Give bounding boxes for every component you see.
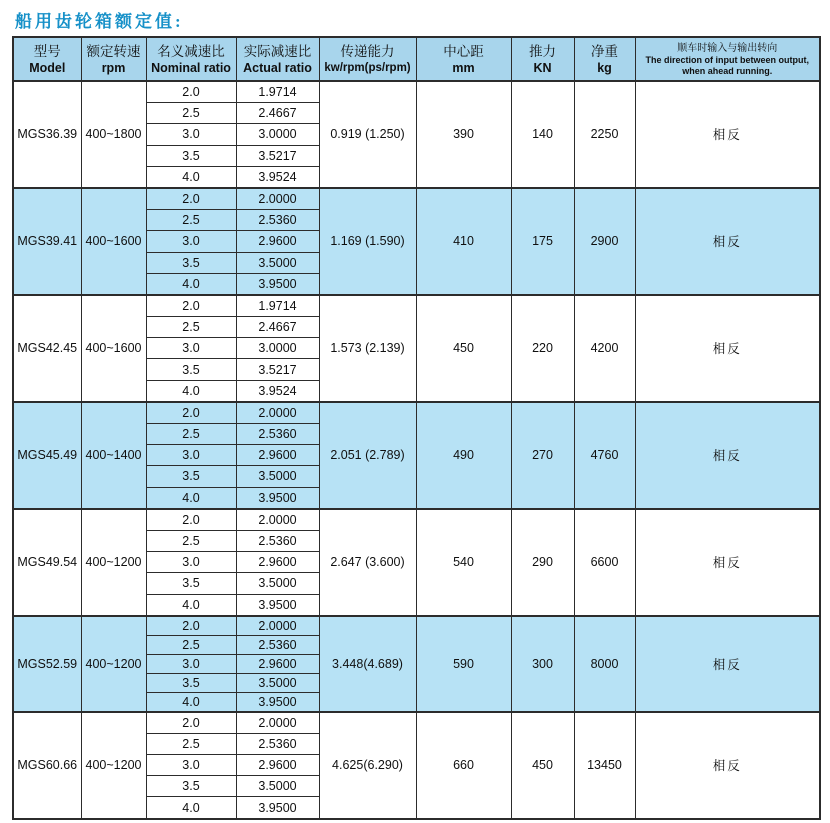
nominal-ratio-cell: 4.0 bbox=[146, 594, 236, 616]
header-direction bbox=[635, 37, 820, 81]
header-center-distance-en: mm bbox=[452, 60, 475, 75]
actual-ratio-cell: 2.4667 bbox=[236, 103, 319, 124]
center-distance-cell: 450 bbox=[416, 295, 511, 402]
nominal-ratio-cell: 3.5 bbox=[146, 776, 236, 797]
header-model bbox=[13, 37, 81, 81]
actual-ratio-cell: 3.5000 bbox=[236, 252, 319, 273]
rated-speed-cell: 400~1400 bbox=[81, 402, 146, 509]
capacity-cell: 0.919 (1.250) bbox=[319, 81, 416, 188]
nominal-ratio-cell: 2.5 bbox=[146, 424, 236, 445]
actual-ratio-cell: 3.5217 bbox=[236, 359, 319, 380]
actual-ratio-cell: 2.9600 bbox=[236, 552, 319, 573]
capacity-cell: 4.625(6.290) bbox=[319, 712, 416, 819]
nominal-ratio-cell: 2.0 bbox=[146, 509, 236, 531]
actual-ratio-cell: 1.9714 bbox=[236, 81, 319, 103]
table-row bbox=[13, 402, 820, 424]
thrust-cell: 140 bbox=[511, 81, 574, 188]
rated-speed-cell: 400~1600 bbox=[81, 295, 146, 402]
direction-cell: 相反 bbox=[635, 509, 820, 616]
header-rated-speed-en: rpm bbox=[101, 60, 126, 75]
rated-speed-cell: 400~1200 bbox=[81, 509, 146, 616]
center-distance-cell: 390 bbox=[416, 81, 511, 188]
thrust-cell: 290 bbox=[511, 509, 574, 616]
header-thrust-en: KN bbox=[533, 60, 552, 75]
header-actual-ratio-zh: 实际减速比 bbox=[243, 43, 312, 59]
nominal-ratio-cell: 2.5 bbox=[146, 733, 236, 754]
rated-speed-cell: 400~1600 bbox=[81, 188, 146, 295]
header-thrust bbox=[511, 37, 574, 81]
nominal-ratio-cell: 3.0 bbox=[146, 552, 236, 573]
center-distance-cell: 410 bbox=[416, 188, 511, 295]
header-direction-en: The direction of input between output, when ahead running. bbox=[645, 54, 809, 76]
model-cell: MGS36.39 bbox=[13, 81, 81, 188]
actual-ratio-cell: 2.9600 bbox=[236, 654, 319, 673]
weight-cell: 6600 bbox=[574, 509, 635, 616]
actual-ratio-cell: 3.9500 bbox=[236, 692, 319, 712]
actual-ratio-cell: 3.0000 bbox=[236, 338, 319, 359]
actual-ratio-cell: 2.9600 bbox=[236, 445, 319, 466]
actual-ratio-cell: 3.9500 bbox=[236, 797, 319, 819]
table-body bbox=[13, 81, 820, 819]
nominal-ratio-cell: 4.0 bbox=[146, 692, 236, 712]
header-net-weight-zh: 净重 bbox=[591, 43, 618, 59]
actual-ratio-cell: 2.5360 bbox=[236, 424, 319, 445]
weight-cell: 4760 bbox=[574, 402, 635, 509]
nominal-ratio-cell: 2.5 bbox=[146, 210, 236, 231]
nominal-ratio-cell: 4.0 bbox=[146, 273, 236, 295]
header-capacity-zh: 传递能力 bbox=[340, 44, 395, 60]
nominal-ratio-cell: 3.5 bbox=[146, 359, 236, 380]
actual-ratio-cell: 2.5360 bbox=[236, 530, 319, 551]
center-distance-cell: 590 bbox=[416, 616, 511, 712]
direction-cell: 相反 bbox=[635, 295, 820, 402]
capacity-cell: 2.051 (2.789) bbox=[319, 402, 416, 509]
header-capacity-en: kw/rpm(ps/rpm) bbox=[324, 61, 411, 74]
thrust-cell: 300 bbox=[511, 616, 574, 712]
nominal-ratio-cell: 3.5 bbox=[146, 673, 236, 692]
actual-ratio-cell: 3.9524 bbox=[236, 166, 319, 188]
nominal-ratio-cell: 3.0 bbox=[146, 654, 236, 673]
header-nominal-ratio bbox=[146, 37, 236, 81]
nominal-ratio-cell: 3.0 bbox=[146, 338, 236, 359]
header-thrust-zh: 推力 bbox=[529, 43, 556, 59]
nominal-ratio-cell: 2.0 bbox=[146, 295, 236, 317]
capacity-cell: 3.448(4.689) bbox=[319, 616, 416, 712]
nominal-ratio-cell: 3.5 bbox=[146, 466, 236, 487]
direction-cell: 相反 bbox=[635, 81, 820, 188]
direction-cell: 相反 bbox=[635, 616, 820, 712]
actual-ratio-cell: 3.9524 bbox=[236, 380, 319, 402]
header-actual-ratio-en: Actual ratio bbox=[243, 60, 312, 75]
header-model-en: Model bbox=[29, 60, 66, 75]
nominal-ratio-cell: 4.0 bbox=[146, 380, 236, 402]
actual-ratio-cell: 3.5217 bbox=[236, 145, 319, 166]
header-center-distance-zh: 中心距 bbox=[443, 43, 484, 59]
actual-ratio-cell: 2.0000 bbox=[236, 188, 319, 210]
actual-ratio-cell: 2.0000 bbox=[236, 509, 319, 531]
nominal-ratio-cell: 4.0 bbox=[146, 797, 236, 819]
actual-ratio-cell: 2.0000 bbox=[236, 402, 319, 424]
model-cell: MGS60.66 bbox=[13, 712, 81, 819]
nominal-ratio-cell: 3.0 bbox=[146, 124, 236, 145]
actual-ratio-cell: 3.9500 bbox=[236, 594, 319, 616]
model-cell: MGS45.49 bbox=[13, 402, 81, 509]
model-cell: MGS52.59 bbox=[13, 616, 81, 712]
actual-ratio-cell: 3.5000 bbox=[236, 776, 319, 797]
thrust-cell: 270 bbox=[511, 402, 574, 509]
actual-ratio-cell: 2.5360 bbox=[236, 635, 319, 654]
actual-ratio-cell: 2.5360 bbox=[236, 733, 319, 754]
table-row bbox=[13, 509, 820, 531]
rated-speed-cell: 400~1200 bbox=[81, 712, 146, 819]
actual-ratio-cell: 3.0000 bbox=[236, 124, 319, 145]
nominal-ratio-cell: 2.0 bbox=[146, 616, 236, 636]
nominal-ratio-cell: 3.5 bbox=[146, 573, 236, 594]
rated-speed-cell: 400~1200 bbox=[81, 616, 146, 712]
gearbox-rating-table bbox=[12, 36, 821, 820]
weight-cell: 8000 bbox=[574, 616, 635, 712]
table-row bbox=[13, 81, 820, 103]
table-row bbox=[13, 616, 820, 636]
table-row bbox=[13, 712, 820, 734]
nominal-ratio-cell: 2.5 bbox=[146, 103, 236, 124]
nominal-ratio-cell: 2.0 bbox=[146, 402, 236, 424]
header-net-weight-en: kg bbox=[597, 60, 612, 75]
actual-ratio-cell: 3.5000 bbox=[236, 573, 319, 594]
thrust-cell: 450 bbox=[511, 712, 574, 819]
header-direction-zh: 顺车时输入与输出转向 bbox=[677, 42, 778, 54]
center-distance-cell: 540 bbox=[416, 509, 511, 616]
header-actual-ratio bbox=[236, 37, 319, 81]
nominal-ratio-cell: 4.0 bbox=[146, 166, 236, 188]
capacity-cell: 2.647 (3.600) bbox=[319, 509, 416, 616]
actual-ratio-cell: 2.4667 bbox=[236, 317, 319, 338]
nominal-ratio-cell: 2.0 bbox=[146, 712, 236, 734]
weight-cell: 4200 bbox=[574, 295, 635, 402]
table-header bbox=[13, 37, 820, 81]
capacity-cell: 1.573 (2.139) bbox=[319, 295, 416, 402]
nominal-ratio-cell: 2.0 bbox=[146, 188, 236, 210]
capacity-cell: 1.169 (1.590) bbox=[319, 188, 416, 295]
nominal-ratio-cell: 3.5 bbox=[146, 145, 236, 166]
actual-ratio-cell: 2.9600 bbox=[236, 231, 319, 252]
nominal-ratio-cell: 2.5 bbox=[146, 530, 236, 551]
actual-ratio-cell: 3.5000 bbox=[236, 466, 319, 487]
actual-ratio-cell: 3.9500 bbox=[236, 487, 319, 509]
actual-ratio-cell: 2.0000 bbox=[236, 616, 319, 636]
header-nominal-ratio-zh: 名义减速比 bbox=[157, 43, 225, 59]
nominal-ratio-cell: 2.5 bbox=[146, 317, 236, 338]
table-row bbox=[13, 295, 820, 317]
table-row bbox=[13, 188, 820, 210]
nominal-ratio-cell: 3.5 bbox=[146, 252, 236, 273]
nominal-ratio-cell: 2.0 bbox=[146, 81, 236, 103]
model-cell: MGS49.54 bbox=[13, 509, 81, 616]
thrust-cell: 175 bbox=[511, 188, 574, 295]
page-title: 船用齿轮箱额定值: bbox=[15, 12, 184, 31]
direction-cell: 相反 bbox=[635, 188, 820, 295]
actual-ratio-cell: 3.5000 bbox=[236, 673, 319, 692]
actual-ratio-cell: 3.9500 bbox=[236, 273, 319, 295]
center-distance-cell: 660 bbox=[416, 712, 511, 819]
nominal-ratio-cell: 3.0 bbox=[146, 445, 236, 466]
nominal-ratio-cell: 4.0 bbox=[146, 487, 236, 509]
direction-cell: 相反 bbox=[635, 712, 820, 819]
actual-ratio-cell: 2.0000 bbox=[236, 712, 319, 734]
actual-ratio-cell: 1.9714 bbox=[236, 295, 319, 317]
header-rated-speed-zh: 额定转速 bbox=[86, 43, 141, 59]
direction-cell: 相反 bbox=[635, 402, 820, 509]
center-distance-cell: 490 bbox=[416, 402, 511, 509]
actual-ratio-cell: 2.5360 bbox=[236, 210, 319, 231]
header-rated-speed bbox=[81, 37, 146, 81]
weight-cell: 2900 bbox=[574, 188, 635, 295]
nominal-ratio-cell: 3.0 bbox=[146, 755, 236, 776]
model-cell: MGS39.41 bbox=[13, 188, 81, 295]
weight-cell: 2250 bbox=[574, 81, 635, 188]
header-model-zh: 型号 bbox=[33, 43, 61, 59]
header-nominal-ratio-en: Nominal ratio bbox=[151, 60, 231, 75]
rated-speed-cell: 400~1800 bbox=[81, 81, 146, 188]
header-center-distance bbox=[416, 37, 511, 81]
nominal-ratio-cell: 3.0 bbox=[146, 231, 236, 252]
header-capacity bbox=[319, 37, 416, 81]
actual-ratio-cell: 2.9600 bbox=[236, 755, 319, 776]
model-cell: MGS42.45 bbox=[13, 295, 81, 402]
nominal-ratio-cell: 2.5 bbox=[146, 635, 236, 654]
weight-cell: 13450 bbox=[574, 712, 635, 819]
header-net-weight bbox=[574, 37, 635, 81]
thrust-cell: 220 bbox=[511, 295, 574, 402]
